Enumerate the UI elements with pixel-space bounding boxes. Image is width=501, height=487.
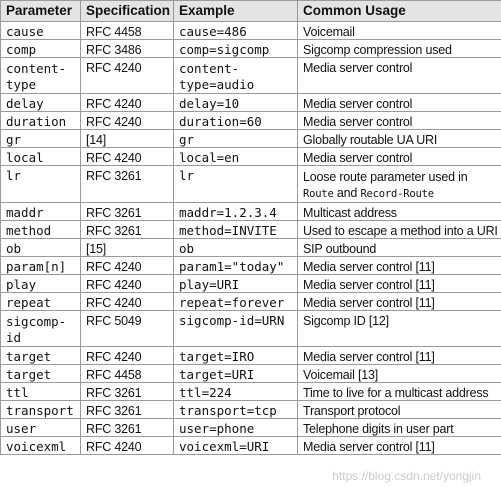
- cell-parameter: ttl: [1, 383, 81, 401]
- cell-usage: Transport protocol: [298, 401, 501, 419]
- cell-example: ttl=224: [174, 383, 298, 401]
- table-row: [1, 221, 501, 239]
- header-example: Example: [174, 1, 298, 22]
- cell-usage: Media server control [11]: [298, 437, 501, 455]
- cell-parameter: delay: [1, 94, 81, 112]
- cell-example: repeat=forever: [174, 293, 298, 311]
- table-row: [1, 166, 501, 203]
- cell-example: voicexml=URI: [174, 437, 298, 455]
- table-row: [1, 437, 501, 455]
- code-record-route: Record-Route: [360, 188, 434, 200]
- table-row: [1, 293, 501, 311]
- cell-parameter: method: [1, 221, 81, 239]
- cell-parameter: lr: [1, 166, 81, 203]
- cell-parameter: cause: [1, 22, 81, 40]
- cell-example: delay=10: [174, 94, 298, 112]
- cell-parameter: param[n]: [1, 257, 81, 275]
- cell-usage: Telephone digits in user part: [298, 419, 501, 437]
- cell-example: duration=60: [174, 112, 298, 130]
- cell-usage: Time to live for a multicast address: [298, 383, 501, 401]
- cell-parameter: user: [1, 419, 81, 437]
- cell-specification: RFC 3261: [81, 166, 174, 203]
- cell-example: lr: [174, 166, 298, 203]
- cell-parameter: duration: [1, 112, 81, 130]
- cell-specification: RFC 3261: [81, 221, 174, 239]
- table-row: [1, 383, 501, 401]
- table-row: [1, 347, 501, 365]
- cell-example: target=URI: [174, 365, 298, 383]
- cell-usage: Voicemail: [298, 22, 501, 40]
- cell-usage: Media server control: [298, 148, 501, 166]
- cell-example: [174, 58, 298, 94]
- cell-specification: RFC 3261: [81, 383, 174, 401]
- cell-usage: Sigcomp ID [12]: [298, 311, 501, 347]
- cell-usage: Media server control: [298, 58, 501, 94]
- cell-specification: RFC 4240: [81, 275, 174, 293]
- cell-specification: RFC 4240: [81, 94, 174, 112]
- cell-usage-line: Loose route parameter used in: [303, 170, 468, 184]
- table-row: [1, 130, 501, 148]
- table-row: [1, 239, 501, 257]
- cell-example: ob: [174, 239, 298, 257]
- cell-example-line: content-: [179, 61, 240, 76]
- usage-and: and: [336, 186, 358, 200]
- table-row: [1, 365, 501, 383]
- watermark: https://blog.csdn.net/yongjin: [332, 469, 481, 483]
- cell-specification: RFC 4240: [81, 112, 174, 130]
- cell-specification: RFC 5049: [81, 311, 174, 347]
- table-row: [1, 22, 501, 40]
- code-route: Route: [303, 188, 334, 200]
- cell-example: param1="today": [174, 257, 298, 275]
- cell-usage: Media server control: [298, 112, 501, 130]
- cell-usage: Media server control: [298, 94, 501, 112]
- cell-usage: Media server control [11]: [298, 275, 501, 293]
- cell-usage: Voicemail [13]: [298, 365, 501, 383]
- cell-example: play=URI: [174, 275, 298, 293]
- cell-parameter: repeat: [1, 293, 81, 311]
- cell-example: target=IRO: [174, 347, 298, 365]
- cell-parameter: [1, 311, 81, 347]
- cell-usage: Media server control [11]: [298, 293, 501, 311]
- cell-specification: RFC 4240: [81, 293, 174, 311]
- cell-parameter: comp: [1, 40, 81, 58]
- cell-usage: Sigcomp compression used: [298, 40, 501, 58]
- cell-usage: Globally routable UA URI: [298, 130, 501, 148]
- cell-specification: RFC 4240: [81, 148, 174, 166]
- cell-parameter: [1, 58, 81, 94]
- cell-parameter: local: [1, 148, 81, 166]
- cell-parameter: transport: [1, 401, 81, 419]
- cell-specification: RFC 4240: [81, 257, 174, 275]
- cell-specification: RFC 3261: [81, 401, 174, 419]
- cell-parameter: voicexml: [1, 437, 81, 455]
- header-specification: Specification: [81, 1, 174, 22]
- cell-example-line: type=audio: [179, 77, 255, 92]
- cell-example: comp=sigcomp: [174, 40, 298, 58]
- table-row: [1, 203, 501, 221]
- table-row: [1, 401, 501, 419]
- table-row: [1, 419, 501, 437]
- cell-example: gr: [174, 130, 298, 148]
- table-row: [1, 40, 501, 58]
- cell-specification: RFC 4458: [81, 365, 174, 383]
- cell-example: local=en: [174, 148, 298, 166]
- cell-example: user=phone: [174, 419, 298, 437]
- cell-parameter-line: type: [6, 77, 37, 92]
- header-parameter: Parameter: [1, 1, 81, 22]
- cell-usage: Used to escape a method into a URI: [298, 221, 501, 239]
- cell-parameter-line: content-: [6, 61, 67, 76]
- cell-parameter: gr: [1, 130, 81, 148]
- table-row: [1, 58, 501, 94]
- cell-specification: [14]: [81, 130, 174, 148]
- cell-example: transport=tcp: [174, 401, 298, 419]
- cell-usage: SIP outbound: [298, 239, 501, 257]
- cell-usage: Media server control [11]: [298, 257, 501, 275]
- cell-specification: RFC 3261: [81, 203, 174, 221]
- cell-specification: RFC 3261: [81, 419, 174, 437]
- cell-parameter: maddr: [1, 203, 81, 221]
- table-row: [1, 148, 501, 166]
- cell-parameter: target: [1, 365, 81, 383]
- table-header-row: [1, 1, 501, 22]
- cell-example: method=INVITE: [174, 221, 298, 239]
- table-row: [1, 94, 501, 112]
- cell-parameter: target: [1, 347, 81, 365]
- cell-parameter-line: id: [6, 330, 22, 345]
- cell-example: sigcomp-id=URN: [174, 311, 298, 347]
- cell-parameter-line: sigcomp-: [6, 314, 67, 329]
- cell-usage-line: [303, 185, 501, 202]
- cell-specification: [15]: [81, 239, 174, 257]
- cell-usage: Multicast address: [298, 203, 501, 221]
- cell-usage: [298, 166, 501, 203]
- cell-specification: RFC 4458: [81, 22, 174, 40]
- cell-specification: RFC 4240: [81, 437, 174, 455]
- table-row: [1, 275, 501, 293]
- cell-example: maddr=1.2.3.4: [174, 203, 298, 221]
- cell-specification: RFC 4240: [81, 58, 174, 94]
- header-common-usage: Common Usage: [298, 1, 501, 22]
- table-row: [1, 112, 501, 130]
- cell-specification: RFC 3486: [81, 40, 174, 58]
- cell-parameter: ob: [1, 239, 81, 257]
- cell-example: cause=486: [174, 22, 298, 40]
- cell-specification: RFC 4240: [81, 347, 174, 365]
- cell-parameter: play: [1, 275, 81, 293]
- table-row: [1, 311, 501, 347]
- cell-usage: Media server control [11]: [298, 347, 501, 365]
- table-row: [1, 257, 501, 275]
